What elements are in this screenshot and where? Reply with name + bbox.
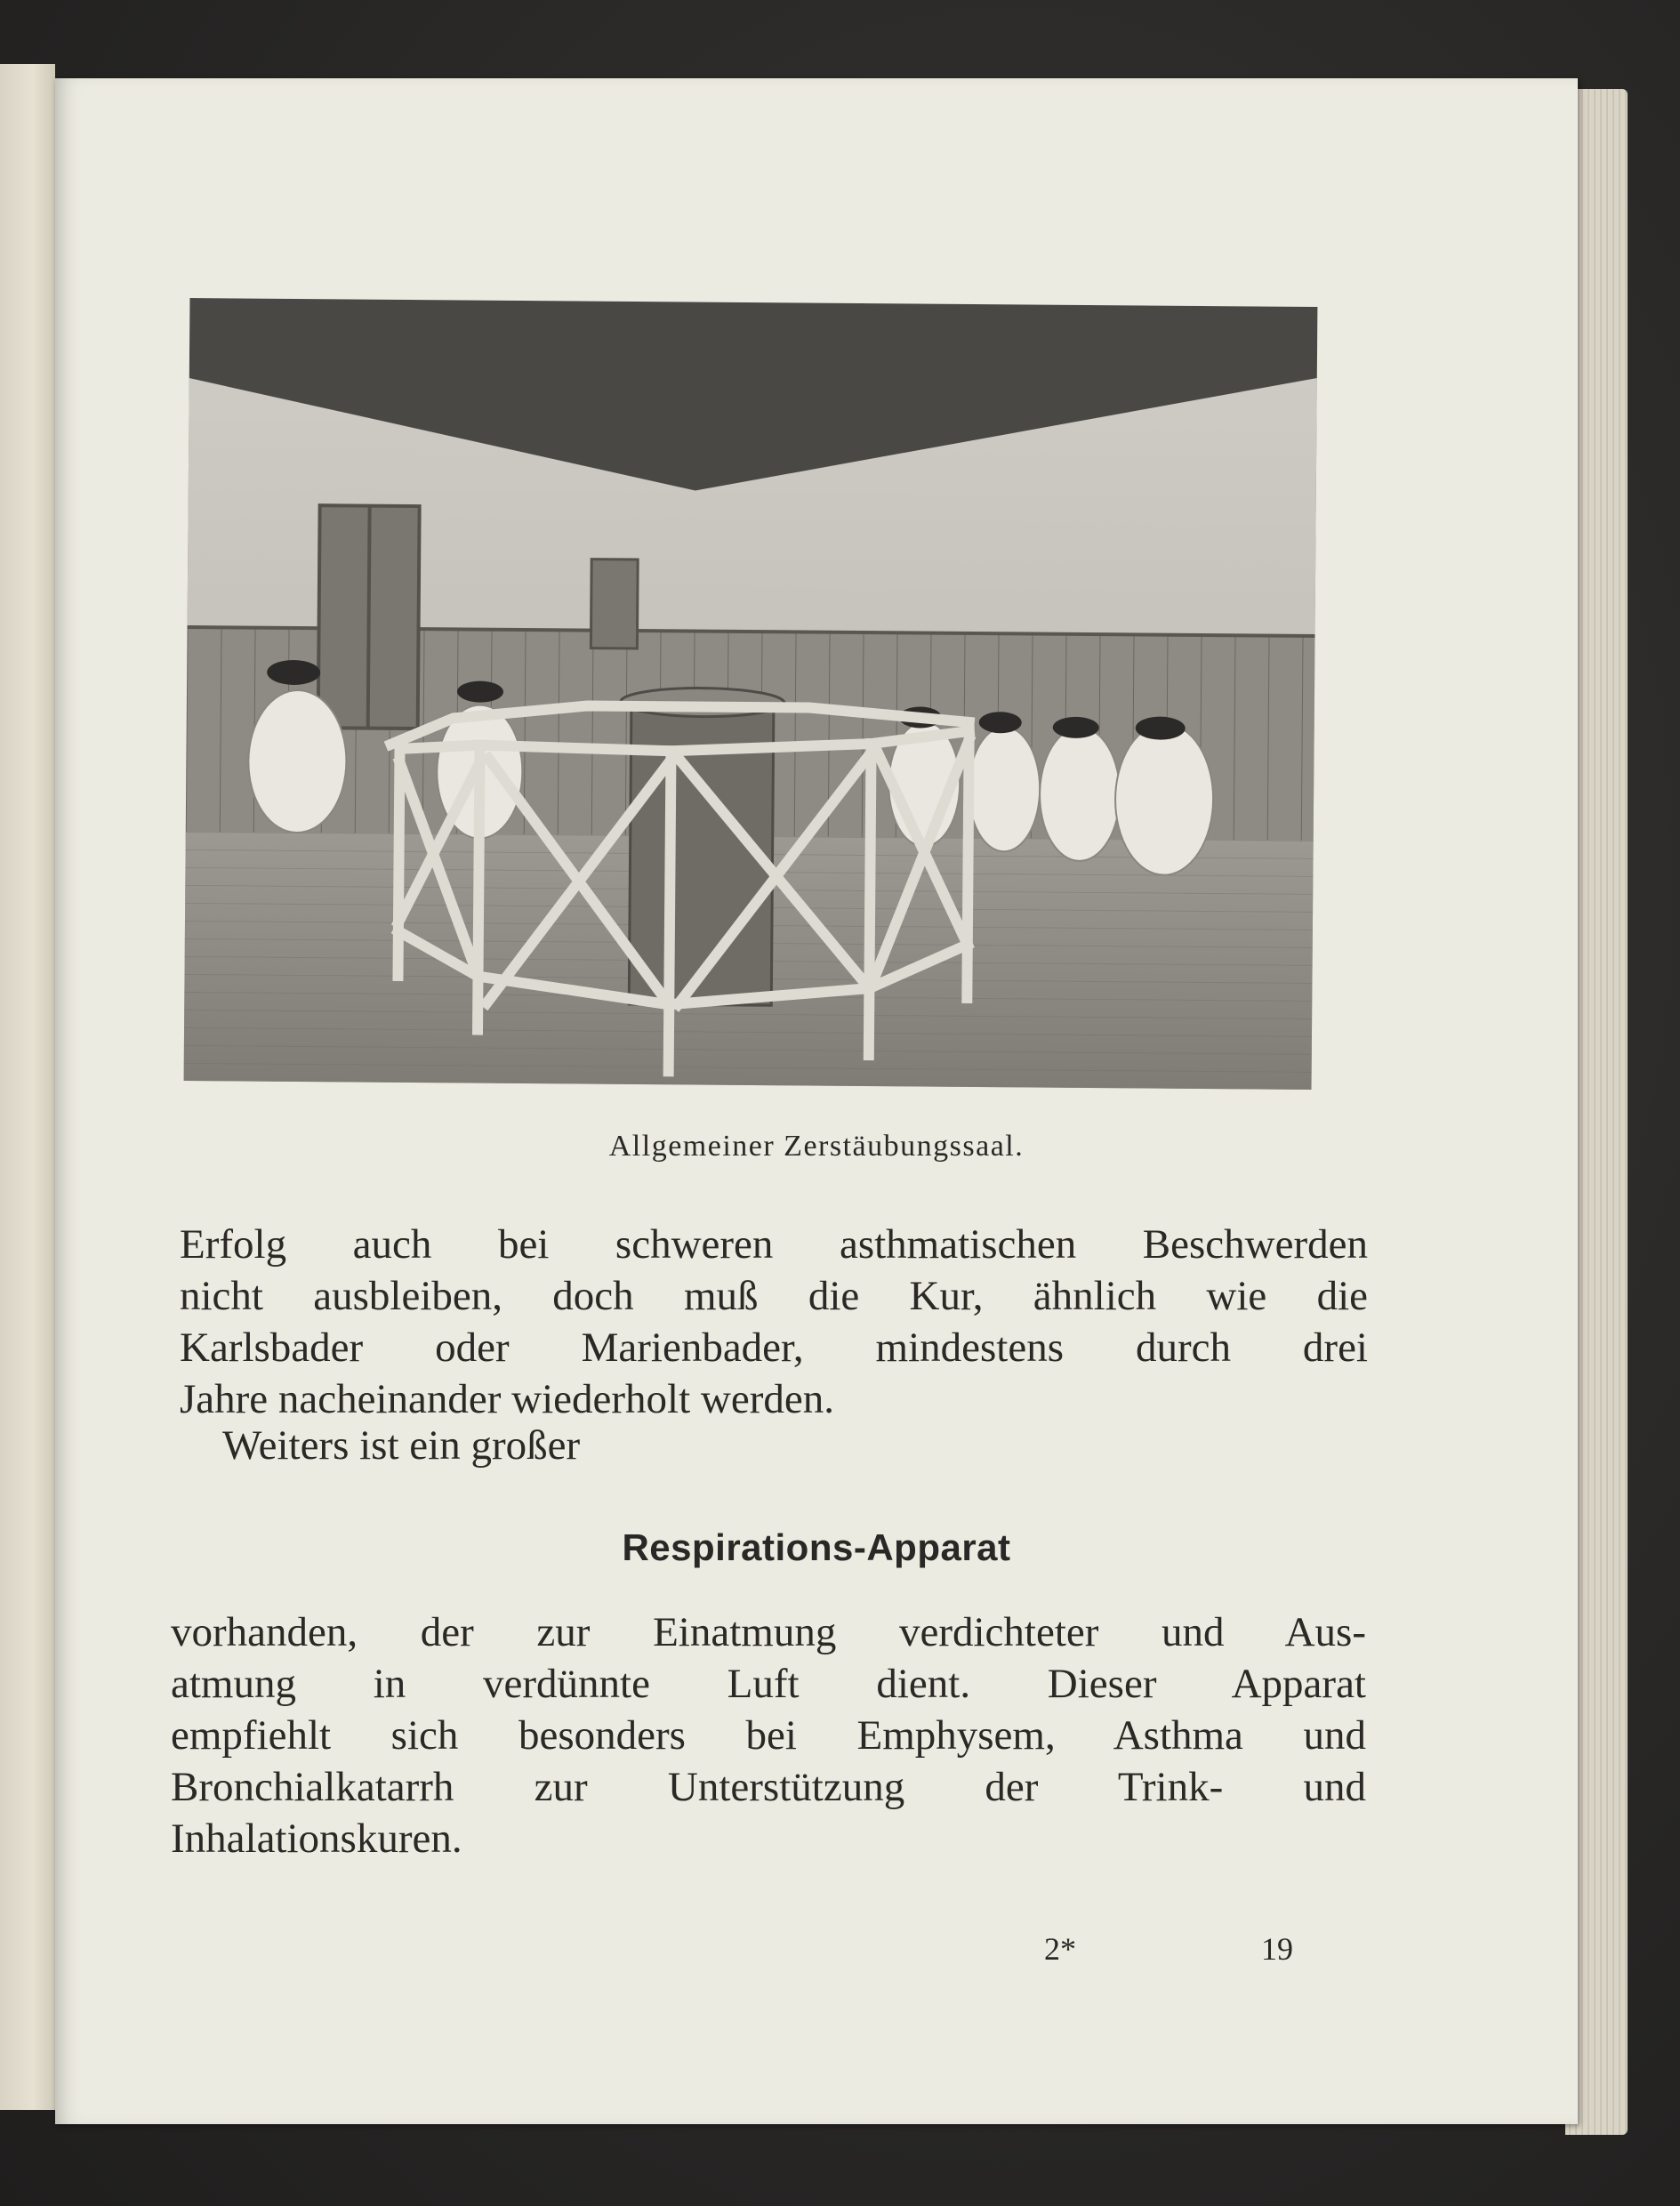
body-paragraph-1 [180, 1219, 1368, 1425]
text-line: nicht ausbleiben, doch muß die Kur, ähnlich wie die [180, 1273, 1368, 1319]
section-heading: Respirations-Apparat [622, 1526, 1011, 1568]
text-line: vorhanden, der zur Einatmung verdichteter und Aus- [171, 1609, 1366, 1655]
text-line: Inhalationskuren. [171, 1816, 462, 1862]
text-line: Jahre nacheinander wiederholt werden. [180, 1376, 834, 1422]
text-line: Bronchialkatarrh zur Unterstützung der Trink- und [171, 1764, 1366, 1810]
text-line: empfiehlt sich besonders bei Emphysem, Asthma und [171, 1712, 1366, 1759]
halftone-photo [184, 298, 1318, 1090]
book-page [55, 78, 1578, 2124]
signature-mark: 2* [1044, 1931, 1076, 1967]
facing-page-edge [0, 64, 55, 2110]
text-line: Weiters ist ein großer [222, 1422, 581, 1469]
body-paragraph-2 [222, 1420, 1411, 1471]
text-line: Erfolg auch bei schweren asthmatischen Beschwerden [180, 1221, 1368, 1268]
text-line: Karlsbader oder Marienbader, mindestens durch drei [180, 1324, 1368, 1371]
page-number: 19 [1261, 1931, 1293, 1967]
photo-caption: Allgemeiner Zerstäubungssaal. [608, 1130, 1025, 1163]
text-line: atmung in verdünnte Luft dient. Dieser Apparat [171, 1661, 1366, 1707]
body-paragraph-3 [171, 1606, 1366, 1864]
